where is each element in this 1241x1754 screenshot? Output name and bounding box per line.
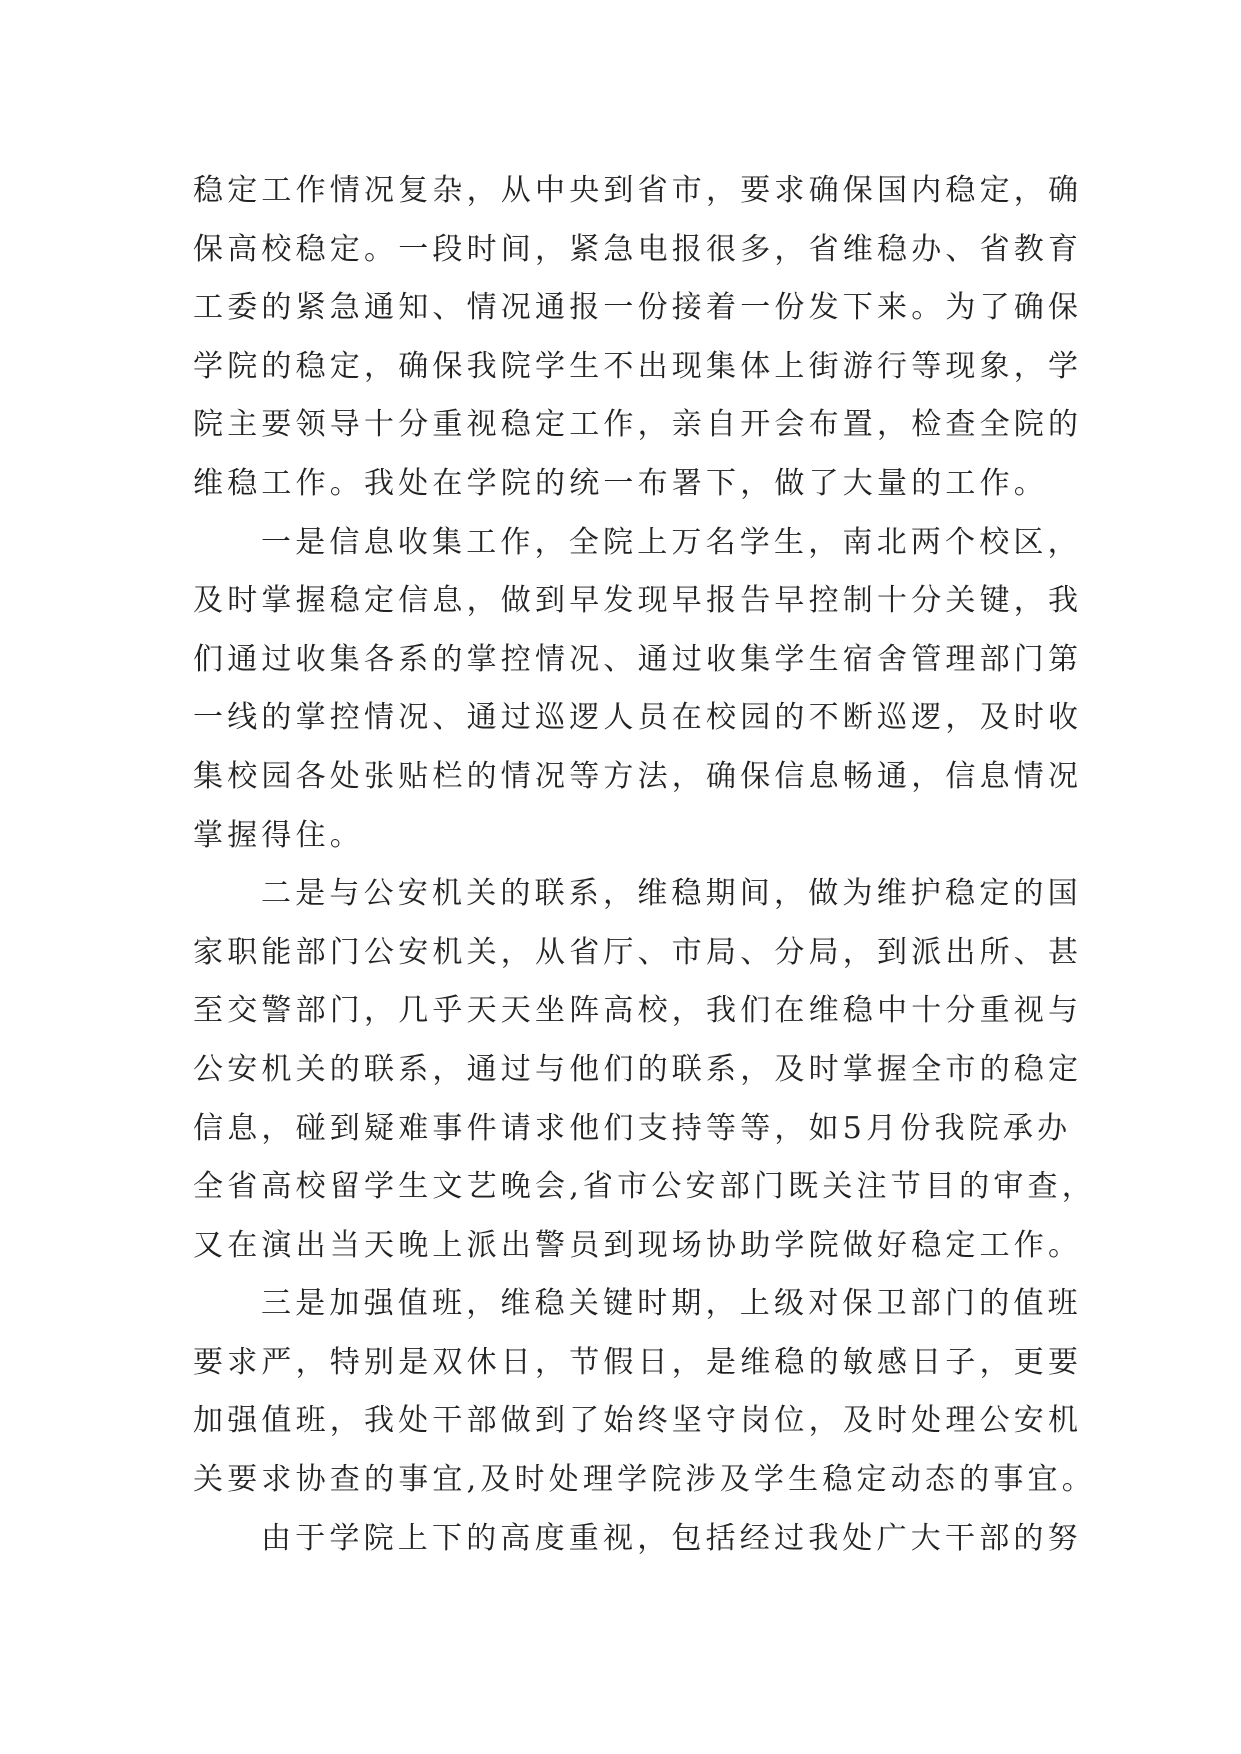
text-line: 维稳工作。我处在学院的统一布署下，做了大量的工作。 — [193, 465, 1048, 501]
text-line: 公安机关的联系，通过与他们的联系，及时掌握全市的稳定 — [193, 1051, 1083, 1087]
text-line: 工委的紧急通知、情况通报一份接着一份发下来。为了确保 — [193, 290, 1083, 326]
text-line: 一线的掌控情况、通过巡逻人员在校园的不断巡逻，及时收 — [193, 700, 1083, 736]
text-line: 至交警部门，几乎天天坐阵高校，我们在维稳中十分重视与 — [193, 993, 1083, 1029]
text-line: 掌握得住。 — [193, 817, 364, 853]
text-line: 集校园各处张贴栏的情况等方法，确保信息畅通，信息情况 — [193, 758, 1083, 794]
document-body — [193, 162, 1096, 1568]
text-line: 们通过收集各系的掌控情况、通过收集学生宿舍管理部门第 — [193, 641, 1083, 677]
text-line: 信息，碰到疑难事件请求他们支持等等，如5月份我院承办 — [193, 1110, 1072, 1146]
text-line: 要求严，特别是双休日，节假日，是维稳的敏感日子，更要 — [193, 1344, 1083, 1380]
text-line: 加强值班，我处干部做到了始终坚守岗位，及时处理公安机 — [193, 1403, 1083, 1439]
text-line: 保高校稳定。一段时间，紧急电报很多，省维稳办、省教育 — [193, 231, 1083, 267]
paragraph-first-line: 一是信息收集工作，全院上万名学生，南北两个校区， — [261, 524, 1082, 560]
paragraph-first-line: 二是与公安机关的联系，维稳期间，做为维护稳定的国 — [261, 876, 1082, 912]
text-line: 院主要领导十分重视稳定工作，亲自开会布置，检查全院的 — [193, 407, 1083, 443]
paragraph-first-line: 由于学院上下的高度重视，包括经过我处广大干部的努 — [261, 1520, 1082, 1556]
text-line: 又在演出当天晚上派出警员到现场协助学院做好稳定工作。 — [193, 1227, 1083, 1263]
text-line: 稳定工作情况复杂，从中央到省市，要求确保国内稳定，确 — [193, 173, 1083, 208]
text-line: 及时掌握稳定信息，做到早发现早报告早控制十分关键，我 — [193, 583, 1083, 619]
text-line: 家职能部门公安机关，从省厅、市局、分局，到派出所、甚 — [193, 934, 1083, 970]
text-line: 学院的稳定，确保我院学生不出现集体上街游行等现象，学 — [193, 348, 1083, 384]
text-line: 关要求协查的事宜,及时处理学院涉及学生稳定动态的事宜。 — [193, 1462, 1096, 1498]
paragraph-first-line: 三是加强值班，维稳关键时期，上级对保卫部门的值班 — [261, 1286, 1082, 1322]
text-line: 全省高校留学生文艺晚会,省市公安部门既关注节目的审查， — [193, 1169, 1096, 1205]
